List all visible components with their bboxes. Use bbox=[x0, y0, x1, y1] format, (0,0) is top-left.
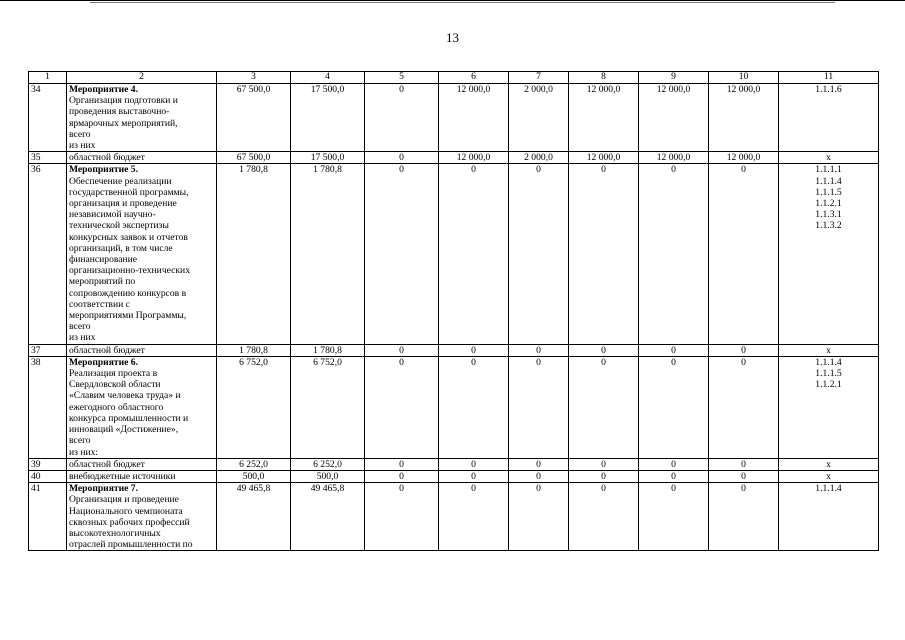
code-list: x bbox=[826, 458, 831, 470]
funding-value-col-3: 67 500,0 bbox=[217, 152, 291, 164]
funding-value-col-6: 0 bbox=[439, 344, 509, 356]
funding-value-col-8: 12 000,0 bbox=[569, 152, 639, 164]
top-border-line bbox=[0, 0, 905, 1]
funding-value-col-10: 0 bbox=[709, 458, 779, 470]
funding-value-col-9: 0 bbox=[639, 483, 709, 551]
target-indicator-codes bbox=[779, 344, 879, 356]
funding-value-col-8: 0 bbox=[569, 458, 639, 470]
funding-value-col-5: 0 bbox=[365, 164, 439, 344]
row-number: 35 bbox=[29, 152, 67, 164]
funding-value-col-4: 17 500,0 bbox=[291, 152, 365, 164]
funding-value-col-9: 0 bbox=[639, 458, 709, 470]
funding-value-col-9: 0 bbox=[639, 164, 709, 344]
funding-value-col-9: 0 bbox=[639, 356, 709, 458]
row-number: 40 bbox=[29, 470, 67, 482]
target-indicator-codes bbox=[779, 458, 879, 470]
activity-title: Мероприятие 7. bbox=[69, 483, 138, 495]
activity-description: Организация и проведение Национального чемпионата сквозных рабочих профессий высокотехнологичных отраслей промышленности по bbox=[69, 494, 193, 551]
activity-description: Обеспечение реализации государственной программы, организация и проведение независимой научно- технической экспертизы конкурсных заявок и отчетов организаций, в том числе финансирование организационно-технических мероприятий по сопровождению конкурсов в соответствии с мероприятиями Программы, всего из них bbox=[69, 175, 190, 344]
activity-name-cell bbox=[67, 483, 217, 551]
row-number: 37 bbox=[29, 344, 67, 356]
funding-value-col-7: 2 000,0 bbox=[509, 152, 569, 164]
table-row bbox=[29, 164, 879, 344]
target-indicator-codes bbox=[779, 356, 879, 458]
code-list: 1.1.1.4 1.1.1.5 1.1.2.1 bbox=[815, 356, 842, 391]
activity-name-cell bbox=[67, 152, 217, 164]
funding-value-col-7: 0 bbox=[509, 356, 569, 458]
funding-value-col-3: 500,0 bbox=[217, 470, 291, 482]
activity-name-cell bbox=[67, 356, 217, 458]
activity-title: Мероприятие 4. bbox=[69, 84, 138, 95]
funding-value-col-8: 0 bbox=[569, 164, 639, 344]
funding-value-col-3: 1 780,8 bbox=[217, 344, 291, 356]
activity-description: областной бюджет bbox=[69, 152, 145, 164]
code-list: 1.1.1.4 bbox=[815, 483, 842, 495]
funding-value-col-4: 500,0 bbox=[291, 470, 365, 482]
funding-value-col-8: 0 bbox=[569, 483, 639, 551]
row-number: 41 bbox=[29, 483, 67, 551]
funding-value-col-5: 0 bbox=[365, 470, 439, 482]
activity-description: Организация подготовки и проведения выставочно- ярмарочных мероприятий, всего из них bbox=[69, 95, 178, 152]
activity-name-cell bbox=[67, 344, 217, 356]
code-list: x bbox=[826, 470, 831, 482]
column-header: 6 bbox=[439, 72, 509, 84]
funding-value-col-5: 0 bbox=[365, 458, 439, 470]
funding-value-col-5: 0 bbox=[365, 152, 439, 164]
column-number-header-row bbox=[29, 72, 879, 84]
funding-value-col-6: 0 bbox=[439, 356, 509, 458]
activity-description: областной бюджет bbox=[69, 458, 145, 470]
funding-value-col-4: 6 752,0 bbox=[291, 356, 365, 458]
funding-value-col-10: 0 bbox=[709, 470, 779, 482]
column-header: 2 bbox=[67, 72, 217, 84]
funding-value-col-3: 6 252,0 bbox=[217, 458, 291, 470]
funding-value-col-4: 1 780,8 bbox=[291, 344, 365, 356]
row-number: 36 bbox=[29, 164, 67, 344]
column-header: 5 bbox=[365, 72, 439, 84]
target-indicator-codes bbox=[779, 84, 879, 152]
column-header: 1 bbox=[29, 72, 67, 84]
table-row bbox=[29, 470, 879, 482]
column-header: 4 bbox=[291, 72, 365, 84]
table-row bbox=[29, 84, 879, 152]
funding-value-col-4: 49 465,8 bbox=[291, 483, 365, 551]
funding-value-col-8: 0 bbox=[569, 344, 639, 356]
target-indicator-codes bbox=[779, 164, 879, 344]
column-header: 7 bbox=[509, 72, 569, 84]
funding-value-col-7: 0 bbox=[509, 458, 569, 470]
funding-value-col-10: 0 bbox=[709, 164, 779, 344]
funding-value-col-5: 0 bbox=[365, 356, 439, 458]
funding-value-col-6: 0 bbox=[439, 483, 509, 551]
column-header: 9 bbox=[639, 72, 709, 84]
target-indicator-codes bbox=[779, 483, 879, 551]
table-row bbox=[29, 152, 879, 164]
row-number: 38 bbox=[29, 356, 67, 458]
funding-value-col-5: 0 bbox=[365, 483, 439, 551]
page-number: 13 bbox=[446, 30, 459, 45]
funding-value-col-7: 0 bbox=[509, 483, 569, 551]
funding-value-col-6: 12 000,0 bbox=[439, 84, 509, 152]
funding-value-col-4: 17 500,0 bbox=[291, 84, 365, 152]
funding-value-col-10: 0 bbox=[709, 344, 779, 356]
table-row bbox=[29, 483, 879, 551]
funding-value-col-8: 0 bbox=[569, 356, 639, 458]
funding-value-col-8: 12 000,0 bbox=[569, 84, 639, 152]
activity-name-cell bbox=[67, 470, 217, 482]
funding-value-col-6: 0 bbox=[439, 164, 509, 344]
target-indicator-codes bbox=[779, 152, 879, 164]
row-number: 34 bbox=[29, 84, 67, 152]
top-border-line-secondary bbox=[90, 2, 835, 3]
funding-value-col-9: 12 000,0 bbox=[639, 84, 709, 152]
column-header: 3 bbox=[217, 72, 291, 84]
table-row bbox=[29, 356, 879, 458]
funding-value-col-3: 49 465,8 bbox=[217, 483, 291, 551]
funding-value-col-9: 0 bbox=[639, 344, 709, 356]
funding-value-col-9: 12 000,0 bbox=[639, 152, 709, 164]
code-list: x bbox=[826, 152, 831, 164]
funding-value-col-4: 1 780,8 bbox=[291, 164, 365, 344]
funding-value-col-7: 0 bbox=[509, 470, 569, 482]
activity-name-cell bbox=[67, 164, 217, 344]
activity-description: внебюджетные источники bbox=[69, 470, 176, 482]
funding-value-col-3: 6 752,0 bbox=[217, 356, 291, 458]
activity-name-cell bbox=[67, 84, 217, 152]
funding-value-col-6: 0 bbox=[439, 470, 509, 482]
column-header: 11 bbox=[779, 72, 879, 84]
funding-value-col-7: 2 000,0 bbox=[509, 84, 569, 152]
target-indicator-codes bbox=[779, 470, 879, 482]
funding-value-col-5: 0 bbox=[365, 344, 439, 356]
code-list: 1.1.1.6 bbox=[815, 84, 842, 95]
code-list: x bbox=[826, 344, 831, 356]
column-header: 10 bbox=[709, 72, 779, 84]
funding-value-col-10: 0 bbox=[709, 483, 779, 551]
table-row bbox=[29, 344, 879, 356]
funding-value-col-10: 12 000,0 bbox=[709, 84, 779, 152]
table-row bbox=[29, 458, 879, 470]
funding-value-col-6: 12 000,0 bbox=[439, 152, 509, 164]
funding-value-col-6: 0 bbox=[439, 458, 509, 470]
activity-name-cell bbox=[67, 458, 217, 470]
funding-value-col-8: 0 bbox=[569, 470, 639, 482]
funding-value-col-10: 0 bbox=[709, 356, 779, 458]
funding-value-col-10: 12 000,0 bbox=[709, 152, 779, 164]
funding-value-col-9: 0 bbox=[639, 470, 709, 482]
funding-value-col-3: 67 500,0 bbox=[217, 84, 291, 152]
activity-title: Мероприятие 5. bbox=[69, 164, 138, 176]
activity-description: областной бюджет bbox=[69, 344, 145, 356]
funding-value-col-4: 6 252,0 bbox=[291, 458, 365, 470]
code-list: 1.1.1.1 1.1.1.4 1.1.1.5 1.1.2.1 1.1.3.1 1.1.3.2 bbox=[815, 164, 842, 232]
activity-description: Реализация проекта в Свердловской области «Славим человека труда» и ежегодного областного конкурса промышленности и инноваций «Достижение», всего из них: bbox=[69, 368, 189, 458]
funding-value-col-5: 0 bbox=[365, 84, 439, 152]
funding-value-col-7: 0 bbox=[509, 344, 569, 356]
activity-title: Мероприятие 6. bbox=[69, 356, 138, 368]
funding-value-col-7: 0 bbox=[509, 164, 569, 344]
column-header: 8 bbox=[569, 72, 639, 84]
program-table bbox=[28, 71, 879, 551]
funding-value-col-3: 1 780,8 bbox=[217, 164, 291, 344]
row-number: 39 bbox=[29, 458, 67, 470]
